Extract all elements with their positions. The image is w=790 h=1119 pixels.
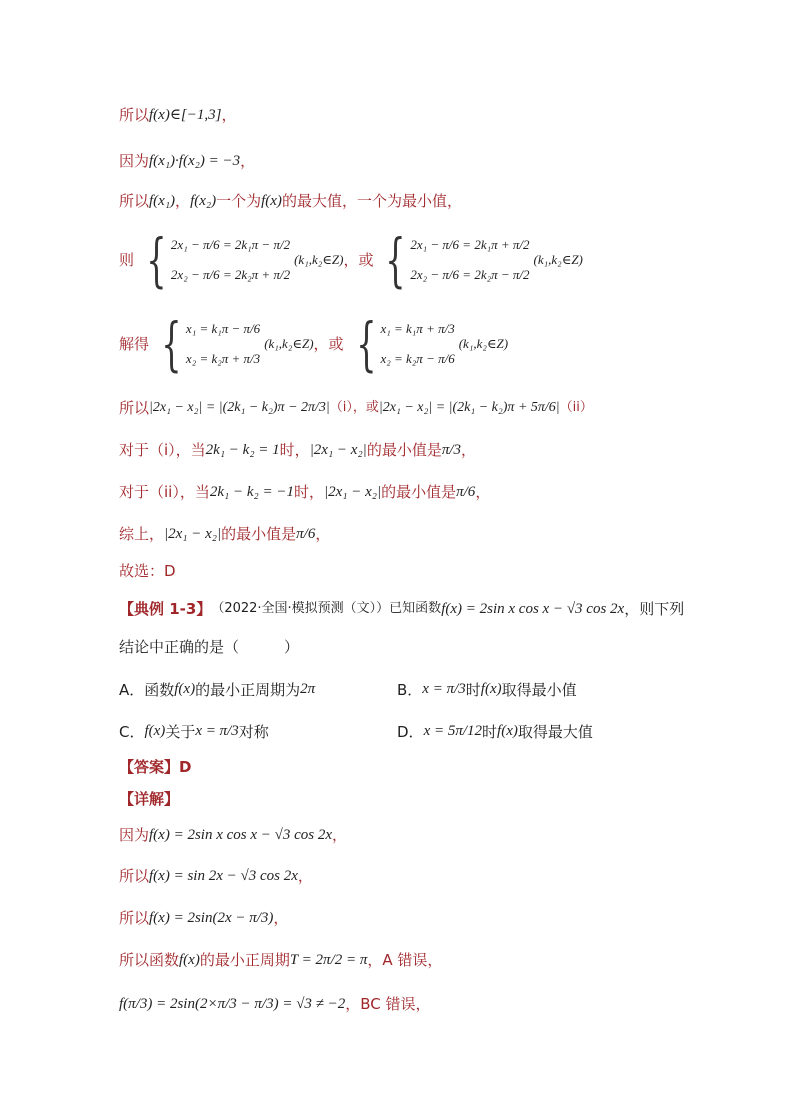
line-choice: 故选：D xyxy=(119,562,176,580)
line-answer: 【答案】D xyxy=(119,758,192,776)
line-step-2: 所以 f(x) = sin 2x − √3 cos 2x ， xyxy=(119,867,313,885)
line-product: 因为 f(x₁)·f(x₂) = −3 ， xyxy=(119,152,256,170)
equation-system-2: { 2x₁ − π/6 = 2k₁π + π/2 2x₂ − π/6 = 2k₂π − π/2 xyxy=(385,226,530,294)
line-step-5: f(π/3) = 2sin(2×π/3 − π/3) = √3 ≠ −2 ，BC 错误， xyxy=(119,995,431,1013)
solution-system-1: { x₁ = k₁π − π/6 x₂ = k₂π + π/3 xyxy=(161,310,261,378)
line-detail-header: 【详解】 xyxy=(119,790,180,808)
line-max-min: 所以 f(x₁) ， f(x₂) 一个为 f(x) 的最大值，一个为最小值， xyxy=(119,192,462,210)
line-example-header: 【典例 1-3】 （2022·全国·模拟预测（文））已知函数 f(x) = 2sin x cos x − √3 cos 2x ，则下列 xyxy=(119,600,685,618)
line-step-4: 所以函数 f(x) 的最小正周期 T = 2π/2 = π ，A 错误， xyxy=(119,951,443,969)
option-b: B． x = π/3 时 f(x) 取得最小值 xyxy=(397,681,577,699)
equation-system-1: { 2x₁ − π/6 = 2k₁π − π/2 2x₂ − π/6 = 2k₂π + π/2 xyxy=(146,226,291,294)
line-case-ii: 对于（ii），当 2k₁ − k₂ = −1 时， |2x₁ − x₂| 的最小值是 π/6 ， xyxy=(119,483,491,501)
line-abs-values: 所以 |2x₁ − x₂| = |(2k₁ − k₂)π − 2π/3| （i），或 |2x₁ − x₂| = |(2k₁ − k₂)π + 5π/6| （ii） xyxy=(119,399,593,417)
line-step-1: 因为 f(x) = 2sin x cos x − √3 cos 2x ， xyxy=(119,826,348,844)
line-range: 所以 f(x)∈[−1,3] ， xyxy=(119,106,237,124)
option-d: D． x = 5π/12 时 f(x) 取得最大值 xyxy=(397,723,593,741)
option-a: A．函数 f(x) 的最小正周期为 2π xyxy=(119,681,316,699)
line-step-3: 所以 f(x) = 2sin(2x − π/3) ， xyxy=(119,909,289,927)
line-solutions: 解得 { x₁ = k₁π − π/6 x₂ = k₂π + π/3 (k₁,k₂∈Z) ，或 { x₁ = k₁π + π/3 x₂ = k₂π − π/6 (k₁,k₂∈Z) xyxy=(119,310,509,378)
line-conclusion: 综上， |2x₁ − x₂| 的最小值是 π/6 ， xyxy=(119,525,331,543)
line-question: 结论中正确的是（ ） xyxy=(119,638,300,656)
line-case-i: 对于（i），当 2k₁ − k₂ = 1 时， |2x₁ − x₂| 的最小值是 π/3 ， xyxy=(119,441,477,459)
option-c: C． f(x) 关于 x = π/3 对称 xyxy=(119,723,269,741)
line-equation-systems: 则 { 2x₁ − π/6 = 2k₁π − π/2 2x₂ − π/6 = 2k₂π + π/2 (k₁,k₂∈Z) ，或 { 2x₁ − π/6 = 2k₁π + π/2 2x₂ − π/6 = 2k₂π − π/2 (k₁,k₂∈Z) xyxy=(119,226,583,294)
solution-system-2: { x₁ = k₁π + π/3 x₂ = k₂π − π/6 xyxy=(355,310,455,378)
